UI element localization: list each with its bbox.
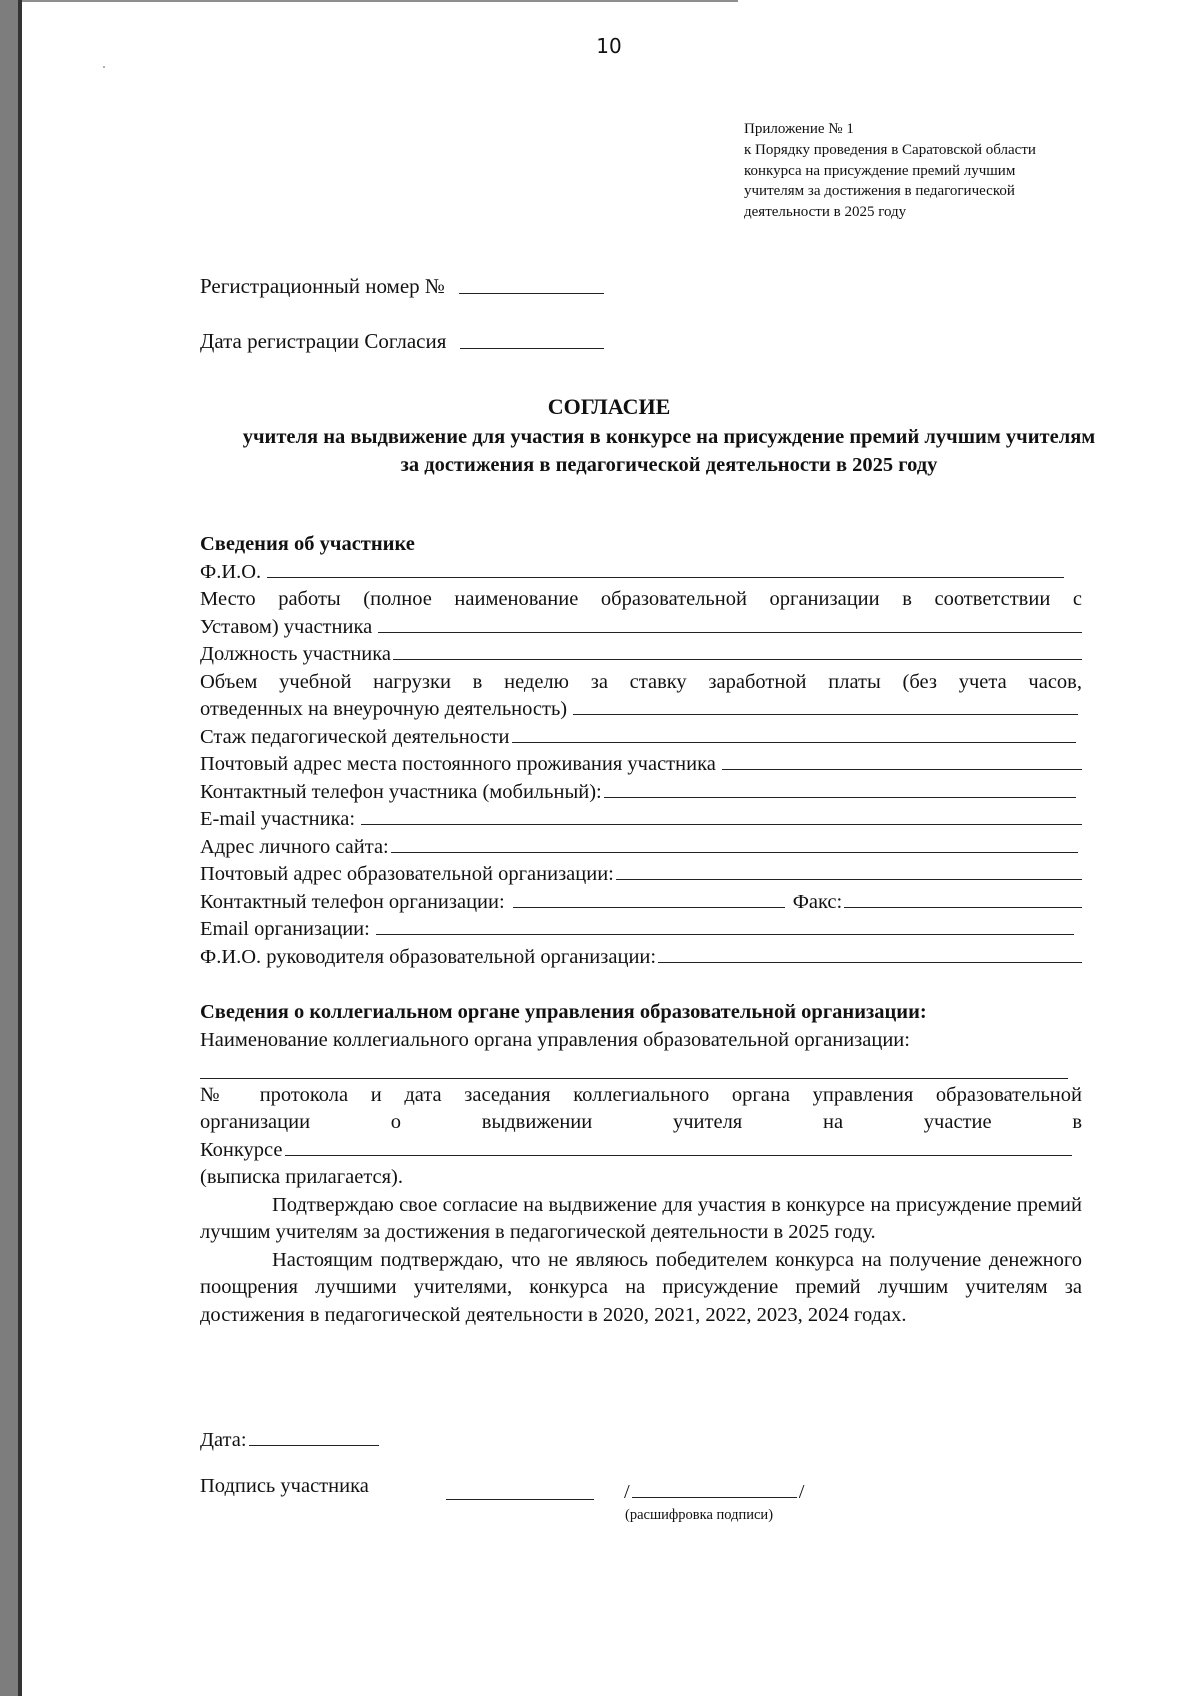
council-name-label: Наименование коллегиального органа управления образовательной организации: [200, 1028, 910, 1051]
council-name-field[interactable] [200, 1078, 1068, 1079]
fax-field[interactable] [844, 889, 1082, 908]
phone-field[interactable] [604, 779, 1076, 798]
protocol-label: Конкурсе [200, 1138, 283, 1161]
extract-note: (выписка прилагается). [200, 1166, 404, 1188]
workplace-row [200, 614, 1082, 642]
website-label: Адрес личного сайта: [200, 835, 389, 858]
email-label: E-mail участника: [200, 808, 356, 830]
workplace-label: Уставом) участника [200, 615, 373, 638]
position-row [200, 641, 1082, 669]
scan-edge-line [18, 0, 738, 2]
director-row [200, 944, 1082, 972]
signature-decode-group [624, 1479, 804, 1504]
load-field[interactable] [573, 696, 1078, 715]
page-number: 10 [596, 34, 622, 58]
council-heading: Сведения о коллегиальном органе управления образовательной организации: [200, 1001, 927, 1023]
fio-field[interactable] [267, 559, 1064, 578]
protocol-field[interactable] [285, 1137, 1073, 1156]
participant-heading: Сведения об участнике [200, 533, 415, 555]
registration-date-field[interactable] [460, 347, 604, 349]
fio-row [200, 559, 1082, 587]
signature-decode-caption: (расшифровка подписи) [625, 1507, 774, 1523]
position-field[interactable] [393, 641, 1082, 660]
appendix-line: учителям за достижения в педагогической [744, 183, 1015, 200]
phone-label: Контактный телефон участника (мобильный): [200, 780, 602, 803]
slash-open: / [624, 1481, 630, 1503]
load-row [200, 696, 1082, 724]
signature-decode-field[interactable] [632, 1479, 797, 1498]
signature-label: Подпись участника [200, 1475, 369, 1497]
form-body [200, 531, 1082, 1329]
appendix-line: Приложение № 1 [744, 121, 854, 137]
experience-field[interactable] [512, 724, 1077, 743]
position-label: Должность участника [200, 643, 392, 665]
protocol-label-line: организации о выдвижении учителя на участие в [200, 1111, 1082, 1133]
postal-address-field[interactable] [722, 751, 1082, 770]
registration-number-label: Регистрационный номер № [200, 274, 445, 298]
org-postal-address-field[interactable] [616, 861, 1082, 880]
fax-label: Факс: [792, 890, 843, 913]
phone-row [200, 779, 1082, 807]
document-page [18, 0, 1200, 1696]
fio-label: Ф.И.О. [200, 560, 262, 583]
date-row [200, 1427, 379, 1452]
slash-close: / [798, 1481, 805, 1503]
postal-address-row [200, 751, 1082, 779]
registration-date-row [200, 329, 604, 354]
registration-number-row [200, 274, 604, 299]
workplace-label-line: Место работы (полное наименование образовательной организации в соответствии с [200, 588, 1082, 610]
org-email-row [200, 916, 1082, 944]
date-field[interactable] [249, 1427, 379, 1446]
org-phone-field[interactable] [513, 889, 785, 908]
director-label: Ф.И.О. руководителя образовательной организации: [200, 945, 657, 968]
not-winner-paragraph: Настоящим подтверждаю, что не являюсь победителем конкурса на получение денежного поощрения лучшими учителями, конкурса на присуждение премий лучшим учителям за достижения в педагогической деятельности в 2020, 2021, 2022, 2023, 2024 годах. [200, 1248, 1082, 1326]
org-postal-address-row [200, 861, 1082, 889]
consent-paragraph: Подтверждаю свое согласие на выдвижение для участия в конкурсе на присуждение премий лучшим учителям за достижения в педагогической деятельности в 2025 году. [200, 1193, 1082, 1243]
website-field[interactable] [391, 834, 1078, 853]
workplace-field[interactable] [378, 614, 1082, 633]
org-email-label: Email организации: [200, 918, 370, 940]
experience-label: Стаж педагогической деятельности [200, 725, 510, 748]
org-email-field[interactable] [376, 916, 1074, 935]
org-postal-address-label: Почтовый адрес образовательной организации: [200, 863, 614, 885]
load-label-line: Объем учебной нагрузки в неделю за ставку заработной платы (без учета часов, [200, 670, 1082, 693]
email-field[interactable] [361, 806, 1082, 825]
postal-address-label: Почтовый адрес места постоянного проживания участника [200, 753, 716, 775]
email-row [200, 806, 1082, 834]
appendix-note [744, 119, 1036, 223]
document-title: СОГЛАСИЕ [547, 394, 671, 419]
signature-row [200, 1475, 805, 1523]
load-label: отведенных на внеурочную деятельность) [200, 698, 568, 720]
appendix-line: конкурса на присуждение премий лучшим [744, 162, 1016, 179]
website-row [200, 834, 1082, 862]
org-phone-label: Контактный телефон организации: [200, 890, 505, 913]
protocol-label-line: № протокола и дата заседания коллегиального органа управления образовательной [200, 1083, 1082, 1106]
council-name-row [200, 1054, 1082, 1082]
signature-field[interactable] [446, 1499, 594, 1500]
document-subtitle: учителя на выдвижение для участия в конкурсе на присуждение премий лучшим учителям за достижения в педагогической деятельности в 2025 году [242, 426, 1096, 476]
director-field[interactable] [658, 944, 1082, 963]
protocol-row [200, 1137, 1082, 1165]
appendix-line: к Порядку проведения в Саратовской области [744, 141, 1036, 158]
appendix-line: деятельности в 2025 году [744, 204, 907, 221]
registration-number-field[interactable] [459, 292, 604, 294]
date-label: Дата: [200, 1429, 247, 1451]
registration-date-label: Дата регистрации Согласия [200, 329, 447, 353]
experience-row [200, 724, 1082, 752]
scan-speck [103, 66, 105, 68]
org-phone-row [200, 889, 1082, 917]
